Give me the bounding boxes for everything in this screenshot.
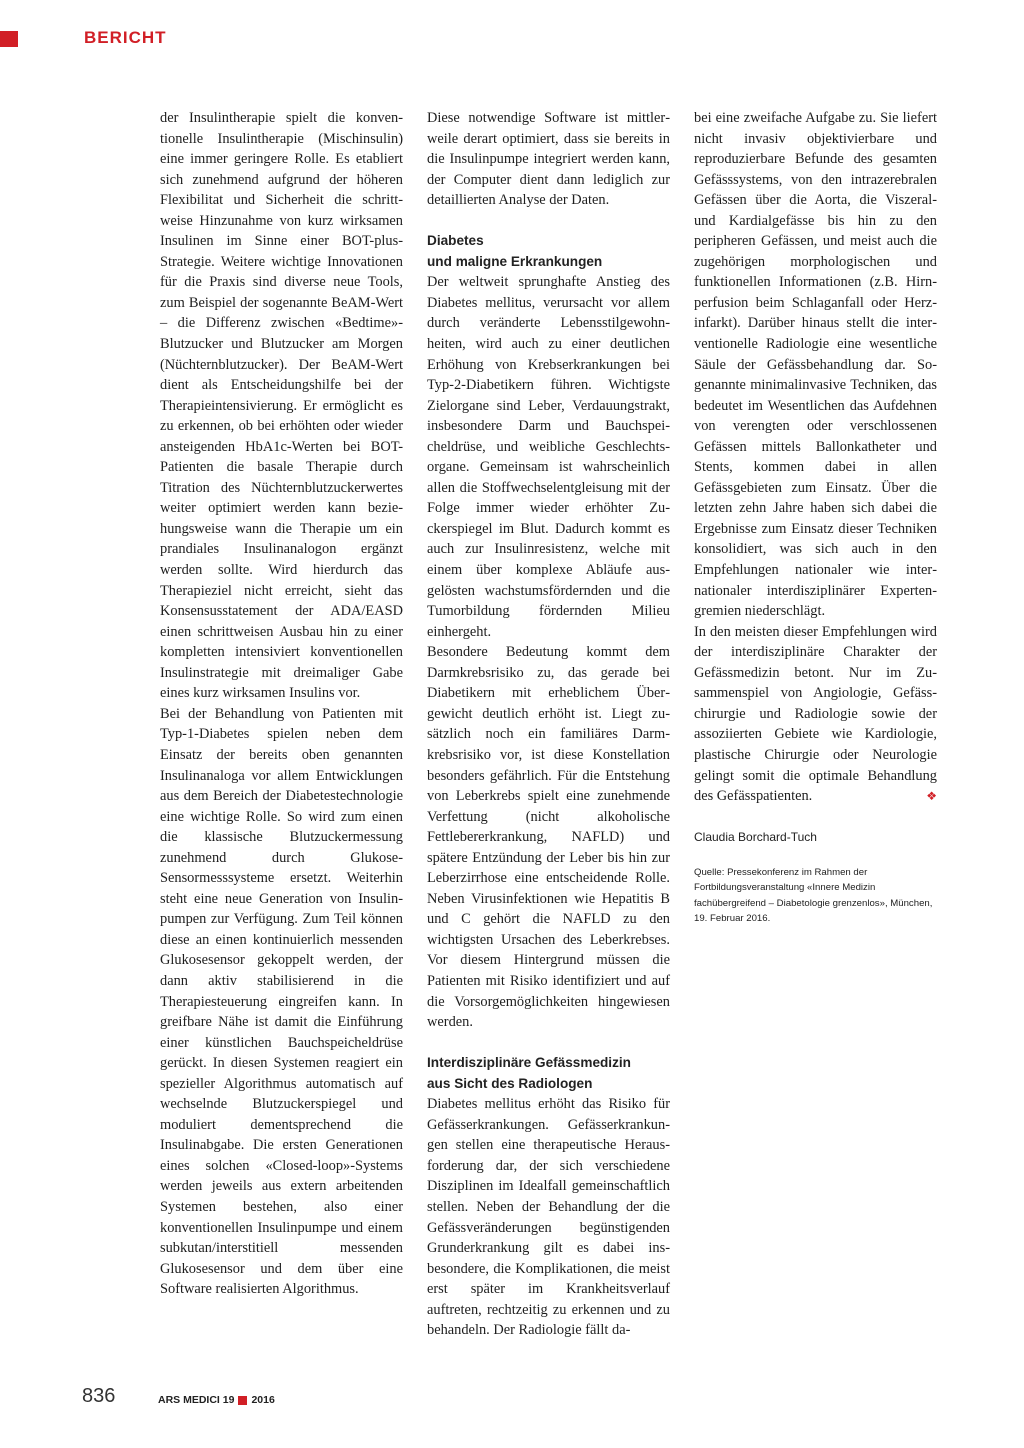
- section-color-bar: [0, 31, 18, 47]
- paragraph: Der weltweit sprunghafte Anstieg des Diabetes mellitus, verursacht vor allem durch veränderte Lebensstilgewohnheiten, wird auch zu einer deutlichen Erhöhung von Krebserkrankungen bei Typ-2-Diabetikern führen. Wichtigste Zielorgane sind Leber, Verdauungstrakt, insbesondere Darm und Bauchspeicheldrüse, und weibliche Geschlechtsorgane. Gemeinsam ist wahrscheinlich allen die Stoffwechselentgleisung mit der Folge immer wieder erhöhter Zuckerspiegel im Blut. Dadurch kommt es auch zur Insulinresistenz, welche mit einem über komplexe Abläufe ausgelösten wachstumsfördernden und die Tumorbildung fördernden Milieu einhergeht.: [427, 274, 670, 640]
- magazine-name: ARS MEDICI 19: [158, 1394, 235, 1406]
- subheading-diabetes-line1: Diabetes: [427, 233, 484, 249]
- paragraph-text: In den meisten dieser Empfehlungen wird der interdisziplinäre Charakter der Gefässmedizin betont. Nur im Zusammenspiel von Angiologie, Gefässchirurgie und Radiologie sowie der assoziierten Gebiete wie Kardiologie, plastische Chirurgie oder Neurologie gelingt somit die optimale Behandlung des Gefässpatienten.: [694, 623, 937, 805]
- text-column-3: [694, 108, 937, 927]
- text-column-1: [160, 108, 403, 1300]
- paragraph: Diese notwendige Software ist mittlerweile derart optimiert, dass sie bereits in die Insulinpumpe integriert werden kann, der Computer dient dann lediglich zur detaillierten Analyse der Daten.: [427, 110, 670, 209]
- text-column-2: [427, 108, 670, 1341]
- subheading-diabetes-line2: und maligne Erkrankungen: [427, 253, 603, 269]
- magazine-year: 2016: [251, 1394, 275, 1406]
- page-number: 836: [82, 1385, 116, 1407]
- paragraph: Bei der Behandlung von Patienten mit Typ-1-Diabetes spielen neben dem Einsatz der bereits oben genannten Insulinanaloga vor allem Entwicklungen aus dem Bereich der Diabetestechnologie eine wichtige Rolle. So wird zum einen die klassische Blutzuckermessung zunehmend durch Glukose-Sensormesssysteme ersetzt. Weiterhin steht eine neue Generation von Insulinpumpen zur Verfügung. Zum Teil können diese an einen kontinuierlich messenden Glukosesensor gekoppelt werden, der dann aktiv stabilisierend in die Therapiesteuerung eingreifen kann. In greifbare Nähe ist damit die Einführung einer künstlichen Bauchspeicheldrüse gerückt. In diesen Systemen reagiert ein spezieller Algorithmus automatisch auf wechselnde Blutzuckerspiegel und moduliert dementsprechend die Insulinabgabe. Die ersten Generationen eines solchen «Closed-loop»-Systems werden jeweils aus extern arbeitenden Systemen bestehen, also einer konventionellen Insulinpumpe und einem subkutan/interstitiell messenden Glukosesensor und dem über eine Software realisierten Algorithmus.: [160, 705, 403, 1298]
- subheading-gefaessmedizin-line2: aus Sicht des Radiologen: [427, 1075, 593, 1091]
- spacer: [427, 211, 670, 232]
- source-note: Quelle: Pressekonferenz im Rahmen der Fortbildungsveranstaltung «Innere Medizin fachübergreifend – Diabetologie grenzenlos», München, 19. Februar 2016.: [694, 866, 933, 925]
- end-mark-icon: ❖: [926, 789, 937, 804]
- paragraph: [694, 622, 937, 807]
- magazine-footer: [158, 1394, 275, 1406]
- paragraph: Besondere Bedeutung kommt dem Darmkrebsrisiko zu, das gerade bei Diabetikern mit erheblichem Übergewicht deutlich erhöht ist. Liegt zusätzlich noch ein familiäres Darmkrebsrisiko vor, ist diese Konstellation besonders gefährlich. Für die Entstehung von Leberkrebs spielt eine zunehmende Verfettung (nicht alkoholische Fettlebererkrankung, NAFLD) und spätere Entzündung der Leber bis hin zur Leberzirrhose eine entscheidende Rolle. Neben Virusinfektionen wie Hepatitis B und C gehört die NAFLD zu den wichtigsten Ursachen des Leberkrebses. Vor diesem Hintergrund müssen die Patienten mit Risiko identifiziert und auf die Vorsorgemöglichkeiten hingewiesen werden.: [427, 644, 670, 1031]
- author-name: Claudia Borchard-Tuch: [694, 829, 817, 844]
- spacer: [427, 1033, 670, 1054]
- footer-square-icon: [238, 1396, 247, 1405]
- paragraph: bei eine zweifache Aufgabe zu. Sie liefert nicht invasiv objektivierbare und reproduzierbare Befunde des gesamten Gefässsystems, von den intrazerebralen Gefässen über die Aorta, die Viszeral- und Kardialgefässe bis hin zu den peripheren Gefässen, und meist auch die zugehörigen morphologischen und funktionellen Informationen (z.B. Hirnperfusion beim Schlaganfall oder Herzinfarkt). Darüber hinaus stellt die interventionelle Radiologie eine wesentliche Säule der Gefässbehandlung dar. Sogenannte minimalinvasive Techniken, das bedeutet im Wesentlichen das Aufdehnen von verengten oder verschlossenen Gefässen mittels Ballonkatheter und Stents, kommen dabei in allen Gefässgebieten zum Einsatz. Über die letzten zehn Jahre haben sich dabei die Ergebnisse zum Einsatz dieser Techniken konsolidiert, was sich auch in den Empfehlungen nationaler wie internationaler interdisziplinärer Expertengremien niederschlägt.: [694, 110, 937, 620]
- subheading-gefaessmedizin-line1: Interdisziplinäre Gefässmedizin: [427, 1055, 631, 1071]
- paragraph: Diabetes mellitus erhöht das Risiko für Gefässerkrankungen. Gefässerkrankungen stellen eine therapeutische Herausforderung dar, der sich verschiedene Disziplinen im Idealfall gemeinschaftlich stellen. Neben der Behandlung der die Gefässveränderungen begünstigenden Grunderkrankung gilt es dabei insbesondere, die Komplikationen, die meist erst später im Krankheitsverlauf auftreten, rechtzeitig zu erkennen und zu behandeln. Der Radiologie fällt da-: [427, 1096, 670, 1339]
- section-label: BERICHT: [84, 28, 167, 47]
- paragraph: der Insulintherapie spielt die konventionelle Insulintherapie (Mischinsulin) eine immer geringere Rolle. Es etabliert sich zunehmend aufgrund der höheren Flexibilitat und Sicherheit die schrittweise Hinzunahme von kurz wirksamen Insulinen im Sinne einer BOT-plus-Strategie. Weitere wichtige Innovationen für die Praxis sind diverse neue Tools, zum Beispiel der sogenannte BeAM-Wert – die Differenz zwischen «Bedtime»-Blutzucker und Blutzucker am Morgen (Nüchternblutzucker). Der BeAM-Wert dient als Entscheidungshilfe bei der Therapieintensivierung. Er ermöglicht es zu erkennen, ob bei erhöhten oder wieder ansteigenden HbA1c-Werten bei BOT-Patienten die basale Therapie durch Titration des Nüchternblutzuckerwertes weiter optimiert werden kann beziehungsweise wann die Therapie um ein prandiales Insulinanalogon ergänzt werden sollte. Wird hierdurch das Therapieziel nicht erreicht, sieht das Konsensusstatement der ADA/EASD einen schrittweisen Ausbau hin zu einer kompletten intensiviert konventionellen Insulinstrategie mit dreimaliger Gabe eines kurz wirksamen Insulins vor.: [160, 110, 403, 702]
